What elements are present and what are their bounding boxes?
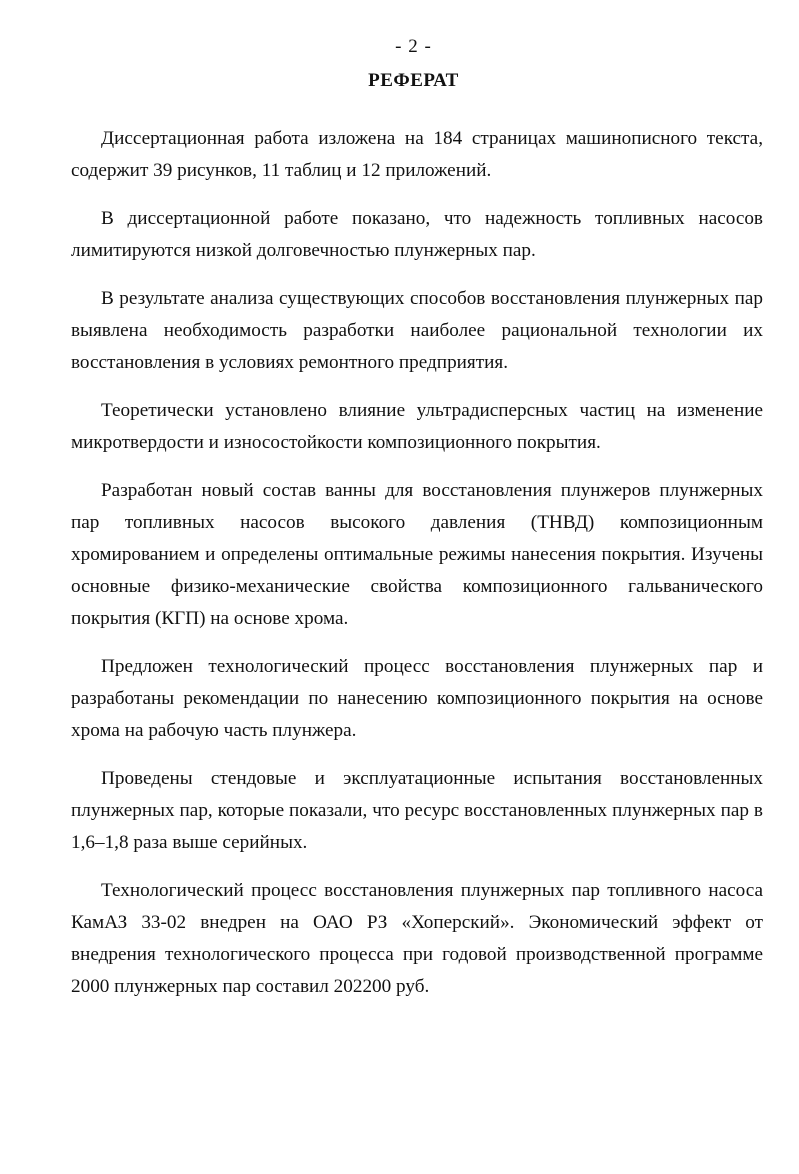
paragraph-tests: Проведены стендовые и эксплуатационные испытания восстановленных плунжерных пар, которые показали, что ресурс восстановленных плунжерных пар в 1,6–1,8 раза выше серийных. (71, 768, 763, 853)
paragraph-theory: Теоретически установлено влияние ультрадисперсных частиц на изменение микротвердости и износостойкости композиционного покрытия. (71, 400, 763, 453)
paragraph-bath-composition: Разработан новый состав ванны для восстановления плунжеров плунжерных пар топливных насосов высокого давления (ТНВД) композиционным хромированием и определены оптимальные режимы нанесения покрытия. Изучены основные физико-механические свойства композиционного гальванического покрытия (КГП) на основе хрома. (71, 480, 763, 629)
paragraph-process: Предложен технологический процесс восстановления плунжерных пар и разработаны рекомендации по нанесению композиционного покрытия на основе хрома на рабочую часть плунжера. (71, 656, 763, 741)
abstract-body (71, 123, 763, 1019)
paragraph-volume: Диссертационная работа изложена на 184 страницах машинописного текста, содержит 39 рисунков, 11 таблиц и 12 приложений. (71, 128, 763, 181)
paragraph-analysis: В результате анализа существующих способов восстановления плунжерных пар выявлена необходимость разработки наиболее рациональной технологии их восстановления в условиях ремонтного предприятия. (71, 288, 763, 373)
paragraph-reliability: В диссертационной работе показано, что надежность топливных насосов лимитируются низкой долговечностью плунжерных пар. (71, 208, 763, 261)
page-title: РЕФЕРАТ (368, 70, 459, 91)
paragraph-implementation: Технологический процесс восстановления плунжерных пар топливного насоса КамАЗ 33-02 внедрен на ОАО РЗ «Хоперский». Экономический эффект от внедрения технологического процесса при годовой производственной программе 2000 плунжерных пар составил 202200 руб. (71, 880, 763, 997)
page-number: - 2 - (395, 36, 432, 57)
